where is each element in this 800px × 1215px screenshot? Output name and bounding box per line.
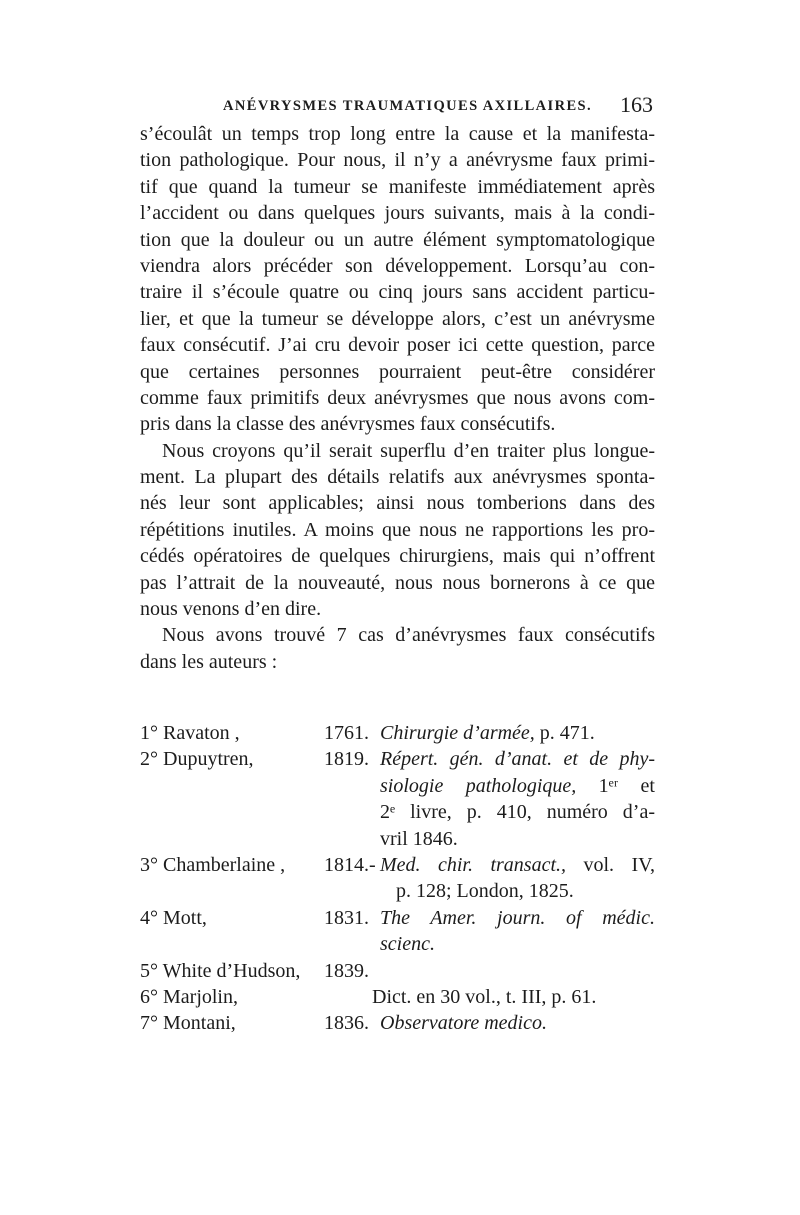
case-entry-line <box>140 720 665 746</box>
running-title: ANÉVRYSMES TRAUMATIQUES AXILLAIRES. <box>223 98 593 114</box>
body-text <box>140 121 655 675</box>
text-line: comme faux primitifs deux anévrysmes que nous avons com- <box>140 386 655 409</box>
reference-detail: p. 471. <box>534 722 595 744</box>
case-year: 1836. <box>324 1012 369 1035</box>
case-entry-line <box>140 852 665 878</box>
case-author: 5° White d’Hudson, <box>140 959 301 982</box>
reference-title: The Amer. journ. of médic. <box>380 906 655 929</box>
case-year: 1839. <box>324 959 369 982</box>
case-author: 6° Marjolin, <box>140 985 238 1008</box>
case-reference <box>380 826 655 852</box>
reference-title: Med. chir. transact., <box>380 853 566 876</box>
case-entry-line <box>140 1010 665 1036</box>
case-reference <box>380 773 655 799</box>
case-reference <box>380 1010 655 1036</box>
reference-title: siologie pathologique, <box>380 774 577 797</box>
case-year: 1831. <box>324 906 369 929</box>
case-entry-line <box>140 773 665 799</box>
text-line: tif que quand la tumeur se manifeste immédiatement après <box>140 175 655 198</box>
case-reference <box>380 720 655 746</box>
text-line: s’écoulât un temps trop long entre la cause et la manifesta- <box>140 123 655 145</box>
case-entry-line <box>140 826 665 852</box>
text-line: lier, et que la tumeur se développe alors, c’est un anévrysme <box>140 307 655 330</box>
paragraph <box>140 622 655 675</box>
text-line: faux consécutif. J’ai cru devoir poser ici cette question, parce <box>140 334 655 357</box>
case-entry-line <box>140 905 665 931</box>
case-reference <box>380 905 655 931</box>
text-line: viendra alors précéder son développement. Lorsqu’au con- <box>140 254 655 277</box>
case-year: 1819. <box>324 748 369 771</box>
case-year: 1814.- <box>324 853 376 876</box>
text-line: tion pathologique. Pour nous, il n’y a anévrysme faux primi- <box>140 149 655 172</box>
paragraph <box>140 438 655 623</box>
text-line: pris dans la classe des anévrysmes faux consécutifs. <box>140 413 556 436</box>
case-author: 1° Ravaton , <box>140 722 240 744</box>
case-author: 3° Chamberlaine , <box>140 853 286 876</box>
case-entry-line <box>140 746 665 772</box>
reference-detail: vril 1846. <box>380 827 458 850</box>
reference-detail: 2ᵉ livre, p. 410, numéro d’a- <box>380 801 655 824</box>
reference-title: scienc. <box>380 933 435 956</box>
text-line: traire il s’écoule quatre ou cinq jours sans accident particu- <box>140 281 655 304</box>
case-reference <box>396 878 655 904</box>
text-line: dans les auteurs : <box>140 650 278 673</box>
reference-title: Répert. gén. d’anat. et de phy- <box>380 748 655 771</box>
page-header <box>223 92 653 120</box>
reference-detail: p. 128; London, 1825. <box>396 880 574 903</box>
text-line: répétitions inutiles. A moins que nous ne rapportions les pro- <box>140 518 655 541</box>
case-entry-line <box>140 931 665 957</box>
text-line: cédés opératoires de quelques chirurgiens, mais qui n’offrent <box>140 545 655 568</box>
text-line: l’accident ou dans quelques jours suivants, mais à la condi- <box>140 202 655 225</box>
case-entry-line <box>140 878 665 904</box>
text-line: que certaines personnes pourraient peut-être considérer <box>140 360 655 383</box>
paragraph <box>140 121 655 438</box>
case-list <box>140 720 665 1037</box>
case-reference <box>380 799 655 825</box>
case-reference <box>380 746 655 772</box>
reference-detail: 1ᵉʳ et <box>576 774 655 797</box>
case-entry-line <box>140 958 665 984</box>
page-number: 163 <box>620 92 653 117</box>
text-line: pas l’attrait de la nouveauté, nous nous bornerons à ce que <box>140 571 655 594</box>
text-line: ment. La plupart des détails relatifs aux anévrysmes sponta- <box>140 466 655 489</box>
case-reference <box>372 984 655 1010</box>
case-entry-line <box>140 984 665 1010</box>
case-year: 1761. <box>324 722 369 744</box>
reference-detail: Dict. en 30 vol., t. III, p. 61. <box>372 985 597 1008</box>
text-line: nés leur sont applicables; ainsi nous tomberions dans des <box>140 492 655 515</box>
text-line: nous venons d’en dire. <box>140 598 322 621</box>
case-author: 7° Montani, <box>140 1012 236 1035</box>
text-line: Nous croyons qu’il serait superflu d’en traiter plus longue- <box>162 439 655 462</box>
reference-title: Chirurgie d’armée, <box>380 722 535 744</box>
case-author: 4° Mott, <box>140 906 207 929</box>
text-line: Nous avons trouvé 7 cas d’anévrysmes faux consécutifs <box>162 624 655 647</box>
reference-title: Observatore medico. <box>380 1012 547 1035</box>
case-author: 2° Dupuytren, <box>140 748 254 771</box>
reference-detail: vol. IV, <box>566 853 655 876</box>
case-reference <box>380 931 655 957</box>
text-line: tion que la douleur ou un autre élément symptomatologique <box>140 228 655 251</box>
case-reference <box>380 852 655 878</box>
case-entry-line <box>140 799 665 825</box>
